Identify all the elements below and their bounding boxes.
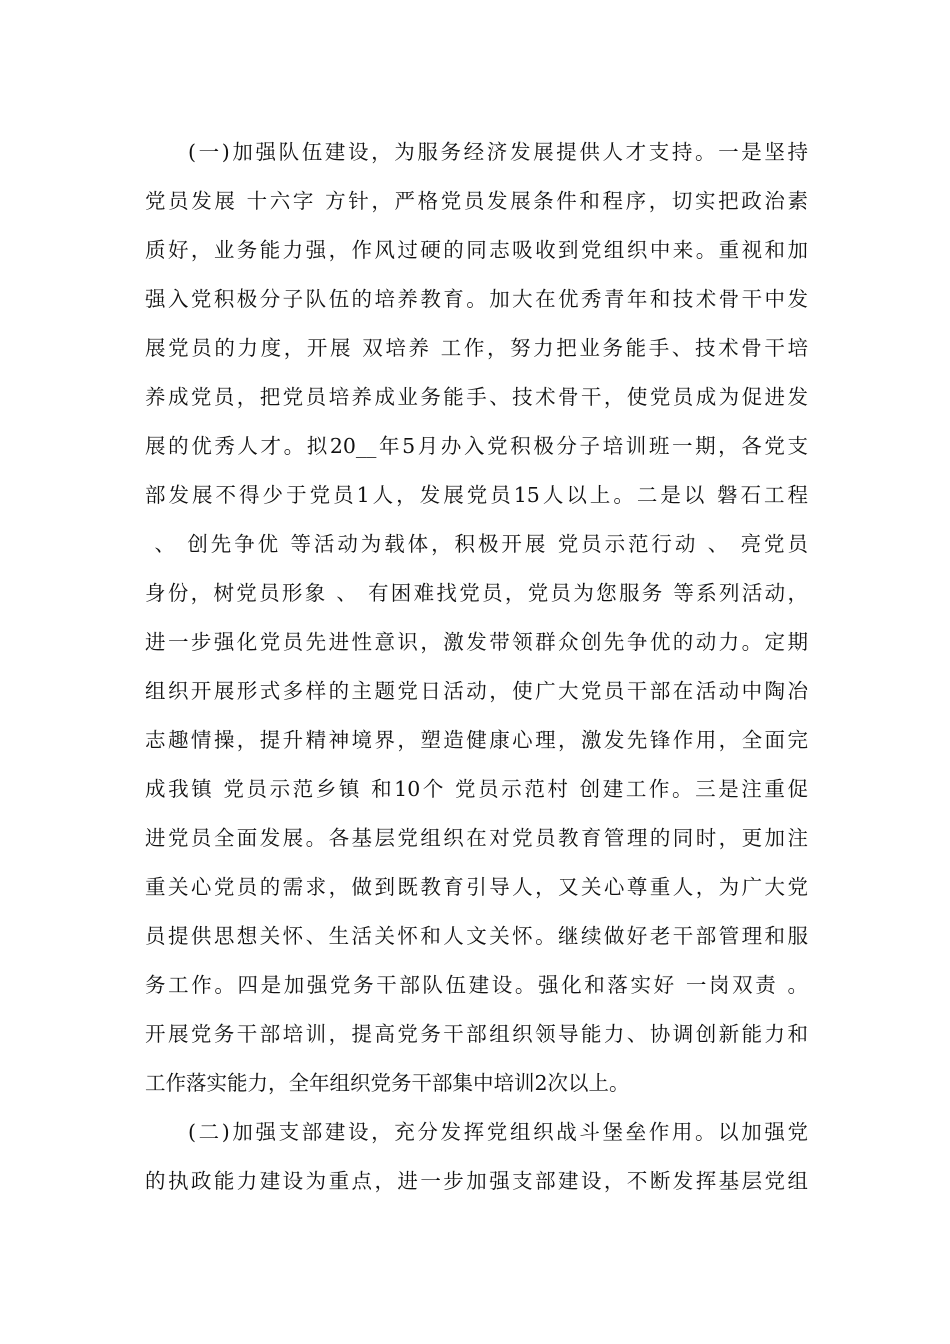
paragraph-2-line-2: 的执政能力建设为重点，进一步加强支部建设，不断发挥基层党组 [145, 1169, 808, 1193]
paragraph-2-line-1: (二)加强支部建设，充分发挥党组织战斗堡垒作用。以加强党 [188, 1120, 808, 1144]
paragraph-1-line-10: 身份，树党员形象 、 有困难找党员，党员为您服务 等系列活动， [145, 581, 808, 605]
paragraph-1-line-13: 志趣情操，提升精神境界，塑造健康心理，激发先锋作用，全面完 [145, 728, 808, 752]
paragraph-1-line-9: 、 创先争优 等活动为载体，积极开展 党员示范行动 、 亮党员 [145, 532, 808, 556]
paragraph-1-line-7: 展的优秀人才。拟20__年5月办入党积极分子培训班一期，各党支 [145, 434, 808, 458]
paragraph-1-line-16: 重关心党员的需求，做到既教育引导人，又关心尊重人，为广大党 [145, 875, 808, 899]
paragraph-1-line-14: 成我镇 党员示范乡镇 和10个 党员示范村 创建工作。三是注重促 [145, 777, 808, 801]
paragraph-1-line-12: 组织开展形式多样的主题党日活动，使广大党员干部在活动中陶冶 [145, 679, 808, 703]
paragraph-1-line-11: 进一步强化党员先进性意识，激发带领群众创先争优的动力。定期 [145, 630, 808, 654]
paragraph-1-line-19: 开展党务干部培训，提高党务干部组织领导能力、协调创新能力和 [145, 1022, 808, 1046]
paragraph-1-line-15: 进党员全面发展。各基层党组织在对党员教育管理的同时，更加注 [145, 826, 808, 850]
paragraph-1-line-17: 员提供思想关怀、生活关怀和人文关怀。继续做好老干部管理和服 [145, 924, 808, 948]
paragraph-1-line-3: 质好，业务能力强，作风过硬的同志吸收到党组织中来。重视和加 [145, 238, 808, 262]
paragraph-1-line-20: 工作落实能力，全年组织党务干部集中培训2次以上。 [145, 1071, 630, 1095]
paragraph-1-line-18: 务工作。四是加强党务干部队伍建设。强化和落实好 一岗双责 。 [145, 973, 808, 997]
paragraph-1-line-4: 强入党积极分子队伍的培养教育。加大在优秀青年和技术骨干中发 [145, 287, 808, 311]
paragraph-1-line-5: 展党员的力度，开展 双培养 工作，努力把业务能手、技术骨干培 [145, 336, 808, 360]
paragraph-1-line-8: 部发展不得少于党员1人，发展党员15人以上。二是以 磐石工程 [145, 483, 808, 507]
paragraph-1-line-6: 养成党员，把党员培养成业务能手、技术骨干，使党员成为促进发 [145, 385, 808, 409]
paragraph-1-line-1: (一)加强队伍建设，为服务经济发展提供人才支持。一是坚持 [188, 140, 808, 164]
paragraph-1-line-2: 党员发展 十六字 方针，严格党员发展条件和程序，切实把政治素 [145, 189, 808, 213]
